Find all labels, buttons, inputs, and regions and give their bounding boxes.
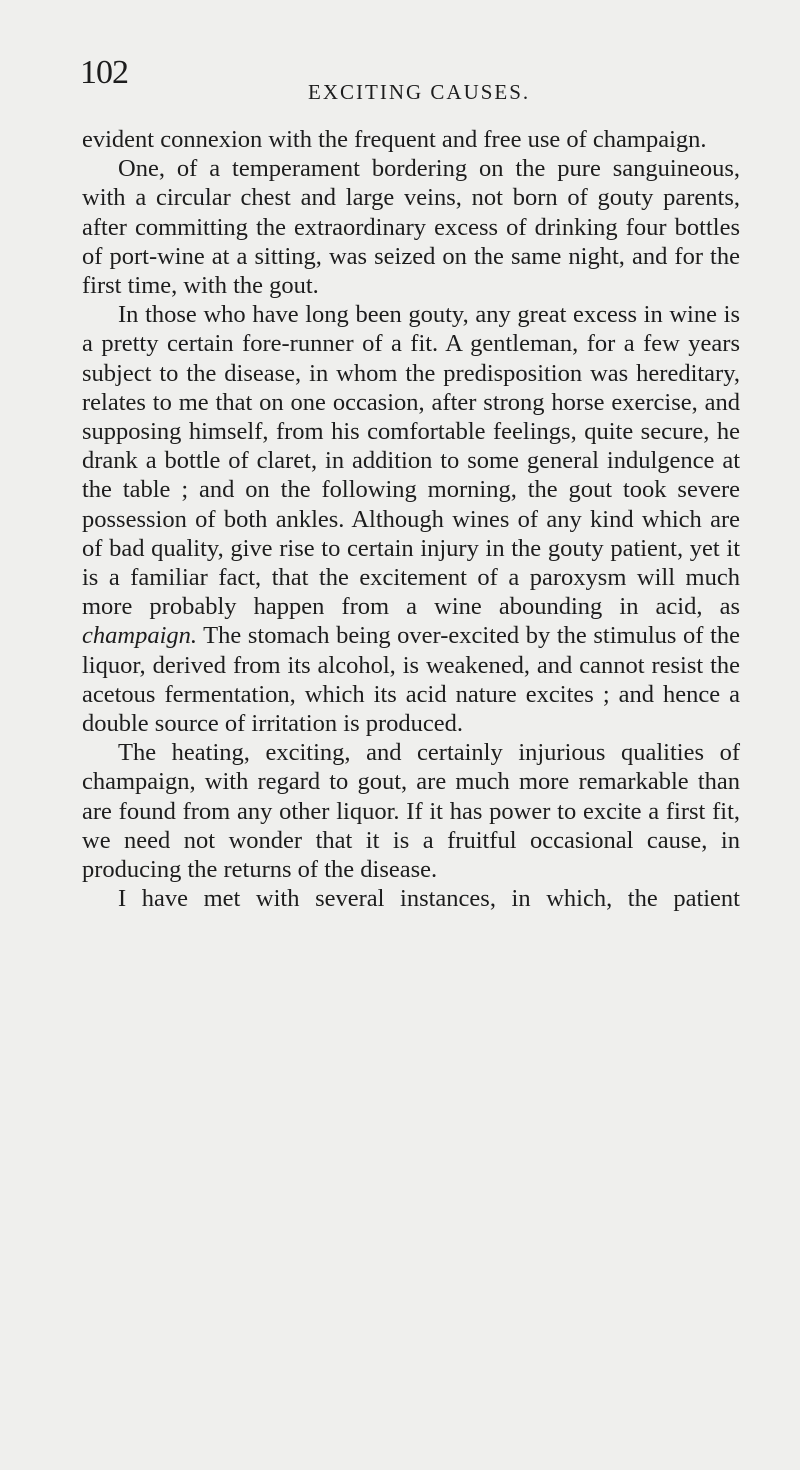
paragraph-5: I have met with several instances, in which, the patient	[118, 885, 740, 913]
body-text	[82, 125, 740, 913]
paragraph-2: One, of a temperament bordering on the pure sanguineous, with a circular chest and large veins, not born of gouty parents, after committing the extraordinary excess of drinking four bottles of port-wine at a sitting, was seized on the same night, and for the first time, with the gout.	[82, 155, 740, 300]
paragraph-3-text-b: The stomach being over-excited by the stimulus of the liquor, derived from its alcohol, is weakened, and cannot resist the acetous fermentation, which its acid nature excites ; and hence a double source of irritation is produced.	[82, 622, 740, 738]
paragraph-3-text-a: In those who have long been gouty, any great excess in wine is a pretty certain fore-runner of a fit. A gentleman, for a few years subject to the disease, in whom the predisposition was hereditary, relates to me that on one occasion, after strong horse exercise, and supposing himself, from his comfortable feelings, quite secure, he drank a bottle of claret, in addition to some general indulgence at the table ; and on the following morning, the gout took severe possession of both ankles. Although wines of any kind which are of bad quality, give rise to certain injury in the gouty patient, yet it is a familiar fact, that the excitement of a paroxysm will much more probably happen from a wine abounding in acid, as	[82, 301, 740, 621]
paragraph-3	[82, 300, 740, 738]
paragraph-4: The heating, exciting, and certainly injurious qualities of champaign, with regard to gout, are much more remarkable than are found from any other liquor. If it has power to excite a first fit, we need not wonder that it is a fruitful occasional cause, in producing the returns of the disease.	[82, 739, 740, 884]
paragraph-1: evident connexion with the frequent and free use of champaign.	[82, 126, 707, 153]
page-number: 102	[80, 54, 128, 91]
italic-champaign: champaign.	[82, 622, 197, 650]
running-head: EXCITING CAUSES.	[308, 80, 531, 104]
